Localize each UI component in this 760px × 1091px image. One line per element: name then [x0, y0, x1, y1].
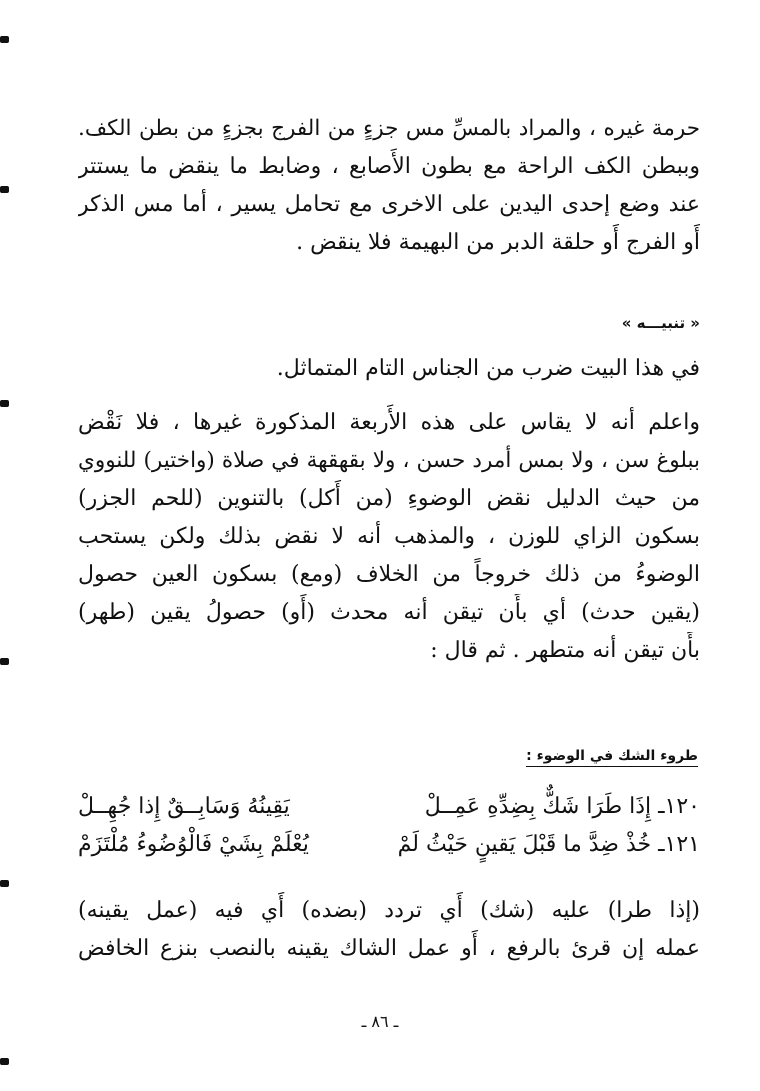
text-line: عند وضع إحدى اليدين على الاخرى مع تحامل يسير ، أما مس الذكر	[78, 192, 700, 217]
paragraph-1	[78, 110, 700, 262]
text-line: بسكون الزاي للوزن ، والمذهب أنه لا نقض بذلك ولكن يستحب	[78, 524, 700, 549]
notice-heading: « تنبيـــه »	[621, 314, 700, 332]
text-line: بأَن تيقن أنه متطهر . ثم قال :	[430, 638, 700, 663]
margin-mark	[0, 658, 9, 665]
text-line: ببلوغ سن ، ولا بمس أمرد حسن ، ولا بقهقهة في صلاة (واختير) للنووي	[78, 448, 700, 473]
text-line: (إذا طرا) عليه (شك) أَي تردد (بضده) أَي فيه (عمل يقينه)	[78, 898, 700, 923]
margin-mark	[0, 186, 9, 193]
text-line: أَو الفرج أَو حلقة الدبر من البهيمة فلا ينقض .	[296, 230, 700, 255]
margin-mark	[0, 36, 9, 43]
notice-text: في هذا البيت ضرب من الجناس التام المتماثل.	[276, 356, 700, 381]
verse-hemistich-first: ١٢١ـ خُذْ ضِدَّ ما قَبْلَ يَقينٍ حَيْثُ لَمْ	[397, 832, 700, 857]
verse-line	[78, 826, 700, 864]
margin-mark	[0, 880, 9, 887]
section-heading-text: طروء الشك في الوضوء :	[526, 748, 698, 764]
margin-mark	[0, 1058, 9, 1065]
text-line: من حيث الدليل نقض الوضوءِ (من أَكل) بالتنوين (للحم الجزر)	[78, 486, 700, 511]
text-line: الوضوءُ من ذلك خروجاً من الخلاف (ومع) بسكون العين حصول	[78, 562, 700, 587]
verse-line	[78, 788, 700, 826]
verse-hemistich-second: يُعْلَمْ بِشَيْ فَالْوُضُوءُ مُلْتَزَمْ	[78, 832, 309, 857]
margin-mark	[0, 400, 9, 407]
text-line: عمله إن قرئ بالرفع ، أَو عمل الشاك يقينه بالنصب بنزع الخافض	[78, 936, 700, 961]
verse-hemistich-first: ١٢٠ـ إِذَا طَرَا شَكٌّ بِضِدِّهِ عَمِــلْ	[424, 794, 700, 819]
text-line: واعلم أنه لا يقاس على هذه الأَربعة المذكورة غيرها ، فلا نَقْض	[78, 410, 700, 435]
text-line: (يقين حدث) أي بأَن تيقن أنه محدث (أَو) حصولُ يقين (طهر)	[78, 600, 700, 625]
notice-text-block	[180, 350, 700, 388]
paragraph-3	[78, 892, 700, 968]
paragraph-2	[78, 404, 700, 670]
section-heading	[526, 748, 698, 767]
text-line: وببطن الكف الراحة مع بطون الأَصابع ، وضابط ما ينقض ما يستتر	[78, 154, 700, 179]
verse-hemistich-second: يَقِينُهُ وَسَابِــقٌ إِذا جُهِــلْ	[78, 794, 290, 819]
text-line: حرمة غيره ، والمراد بالمسِّ مس جزءٍ من الفرج بجزءٍ من بطن الكف.	[78, 116, 700, 141]
verse-block	[78, 788, 700, 864]
page-number: ـ ٨٦ ـ	[361, 1012, 399, 1031]
